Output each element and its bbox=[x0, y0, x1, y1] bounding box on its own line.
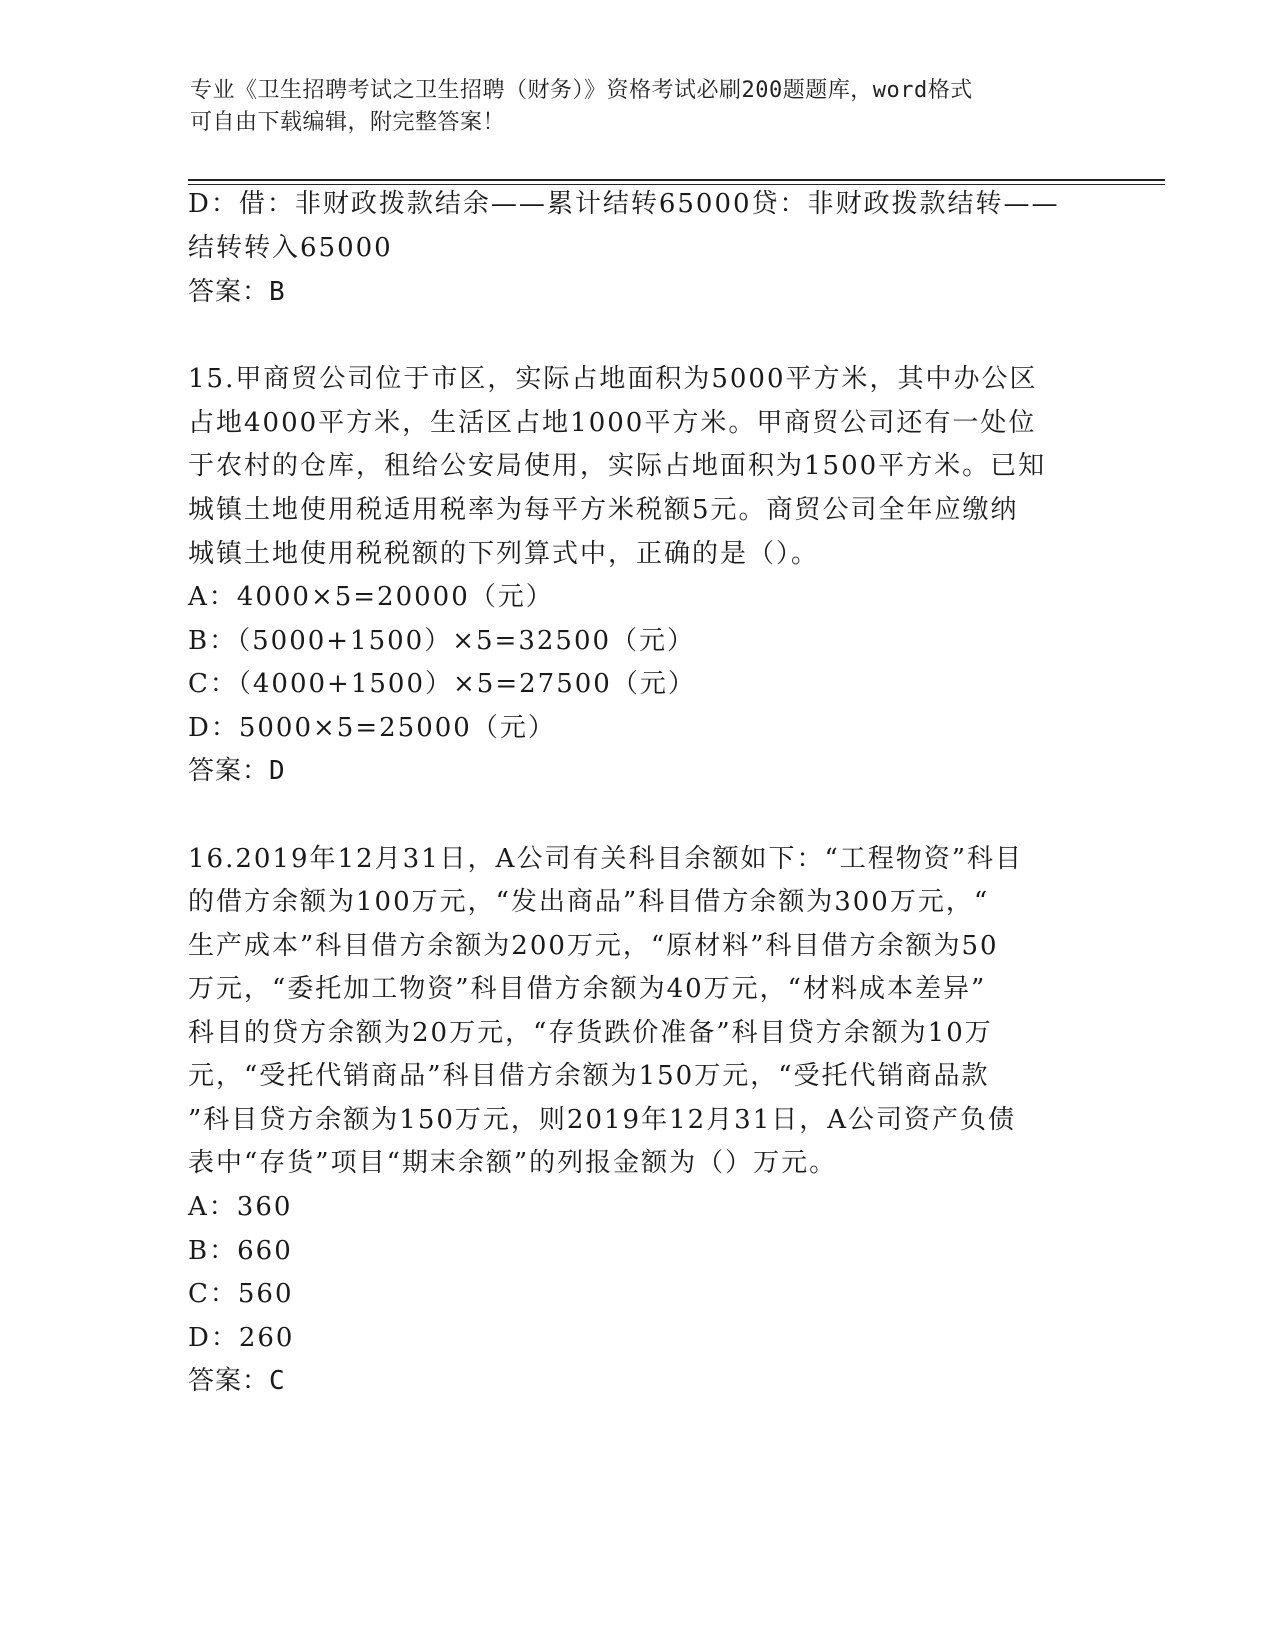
q16-stem-line-5: 科目的贷方余额为20万元，“存货跌价准备”科目贷方余额为10万 bbox=[188, 1018, 993, 1048]
q15-stem-line-4: 城镇土地使用税适用税率为每平方米税额5元。商贸公司全年应缴纳 bbox=[188, 495, 1019, 525]
header-divider-thick bbox=[188, 179, 1165, 181]
q15-stem-line-3: 于农村的仓库，租给公安局使用，实际占地面积为1500平方米。已知 bbox=[188, 451, 1047, 481]
page-header bbox=[190, 75, 1090, 139]
q15-answer: 答案：D bbox=[188, 756, 286, 786]
q16-stem-line-8: 表中“存货”项目“期末余额”的列报金额为（）万元。 bbox=[188, 1148, 838, 1178]
q15-stem-line-2: 占地4000平方米，生活区占地1000平方米。甲商贸公司还有一处位 bbox=[188, 408, 1037, 438]
q14-answer: 答案：B bbox=[188, 277, 286, 307]
header-divider-thin bbox=[188, 184, 1165, 185]
q15-option-d: D：5000×5=25000（元） bbox=[188, 713, 556, 743]
q16-stem-line-7: ”科目贷方余额为150万元，则2019年12月31日，A公司资产负债 bbox=[188, 1105, 1017, 1135]
q14-option-d-line-1: D：借：非财政拨款结余——累计结转65000贷：非财政拨款结转—— bbox=[188, 189, 1060, 219]
q16-stem-line-6: 元，“受托代销商品”科目借方余额为150万元，“受托代销商品款 bbox=[188, 1061, 990, 1091]
q16-option-c: C：560 bbox=[188, 1279, 294, 1309]
q15-stem-line-5: 城镇土地使用税税额的下列算式中，正确的是（）。 bbox=[188, 539, 820, 569]
q15-option-c: C：（4000+1500）×5=27500（元） bbox=[188, 669, 696, 699]
q16-stem-line-1: 16.2019年12月31日，A公司有关科目余额如下：“工程物资”科目 bbox=[188, 844, 1024, 874]
q16-option-b: B：660 bbox=[188, 1236, 293, 1266]
header-title-line-1: 专业《卫生招聘考试之卫生招聘（财务）》资格考试必刷200题题库，word格式 bbox=[190, 78, 973, 103]
q16-option-d: D：260 bbox=[188, 1323, 295, 1353]
q15-option-b: B：（5000+1500）×5=32500（元） bbox=[188, 626, 696, 656]
q15-option-a: A：4000×5=20000（元） bbox=[188, 582, 554, 612]
q15-stem-line-1: 15.甲商贸公司位于市区，实际占地面积为5000平方米，其中办公区 bbox=[188, 364, 1038, 394]
q16-stem-line-4: 万元，“委托加工物资”科目借方余额为40万元，“材料成本差异” bbox=[188, 974, 987, 1004]
q16-stem-line-2: 的借方余额为100万元，“发出商品”科目借方余额为300万元，“ bbox=[188, 887, 990, 917]
q16-answer: 答案：C bbox=[188, 1366, 286, 1396]
q16-option-a: A：360 bbox=[188, 1192, 293, 1222]
q14-option-d-line-2: 结转转入65000 bbox=[188, 233, 393, 263]
header-title-line-2: 可自由下载编辑，附完整答案！ bbox=[190, 110, 506, 135]
q16-stem-line-3: 生产成本”科目借方余额为200万元，“原材料”科目借方余额为50 bbox=[188, 931, 999, 961]
